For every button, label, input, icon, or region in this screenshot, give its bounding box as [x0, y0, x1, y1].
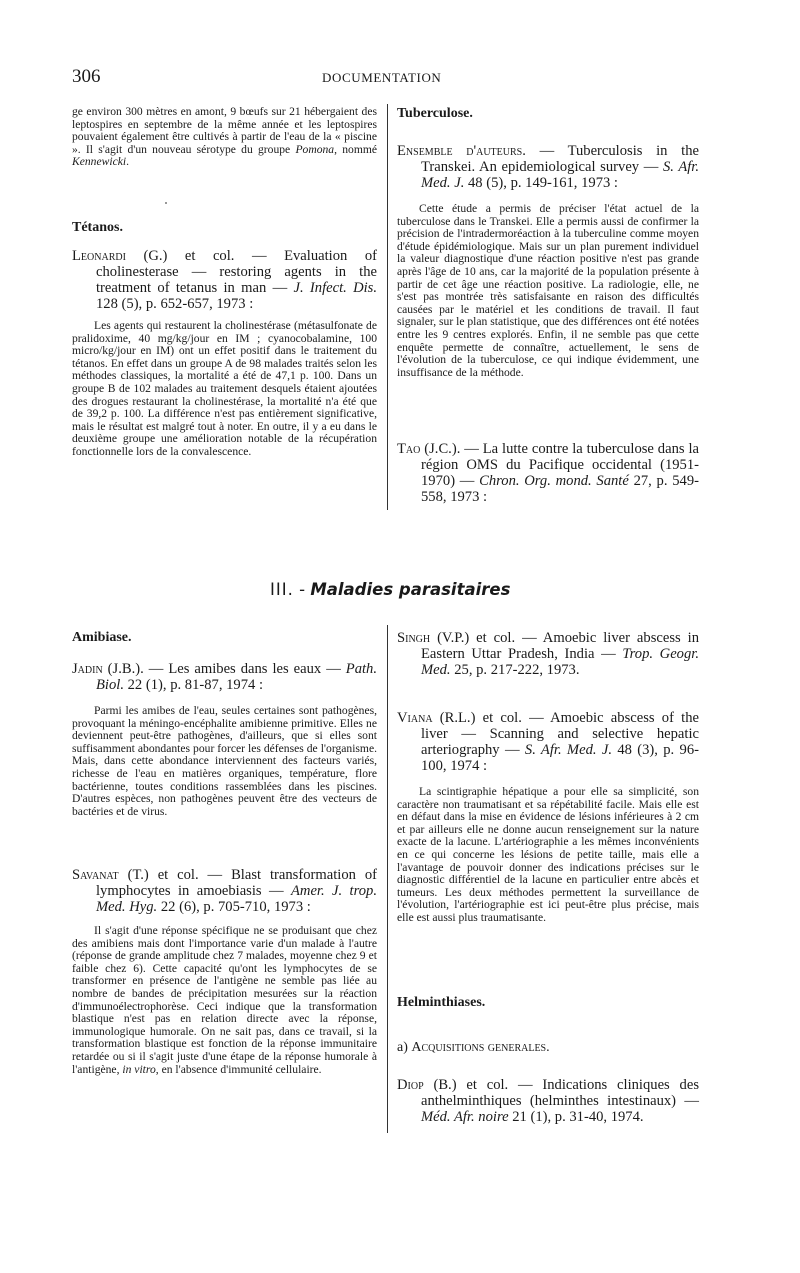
author-viana: Viana: [397, 710, 433, 726]
jadin-entry: [72, 661, 377, 818]
journal-viana: S. Afr. Med. J.: [524, 742, 612, 758]
diop-entry: [397, 1077, 699, 1125]
separator-dot: [165, 202, 167, 204]
tao-citation: Tao (J.C.). — La lutte contre la tuberculose dans la région OMS du Pacifique occidental (1951-1970) — Chron. Org. mond. Santé 27, p. 549-558, 1973 :: [397, 441, 699, 505]
jadin-citation: Jadin (J.B.). — Les amibes dans les eaux — Path. Biol. 22 (1), p. 81-87, 1974 :: [72, 661, 377, 693]
journal-diop: Méd. Afr. noire: [421, 1109, 509, 1125]
savanat-abstract: Il s'agit d'une réponse spécifique ne se produisant que chez des amibiens mais dont l'importance varie d'un malade à l'autre (réponse de grande amplitude chez 7 malades, moyenne chez 9 et faible chez 6). Cette capacité qu'ont les lymphocytes de se transformer en présence de l'antigène ne semble pas liée au nombre de bandes de précipitation mesurées sur la réaction d'immunoélectrophorèse. Ceci indique que la transformation blastique n'est pas en relation directe avec la réponse, immunologique humorale. On ne sait pas, dans ce travail, si la transformation blastique est fonction de la réponse immunitaire retardée ou si il s'agit juste d'une étape de la réponse humorale à l'antigène, in vitro, en l'absence d'immunité cellulaire.: [72, 924, 377, 1076]
author-leonardi: Leonardi: [72, 248, 126, 264]
journal-jadin: Path. Biol.: [96, 661, 377, 693]
journal-savanat: Amer. J. trop. Med. Hyg.: [96, 883, 377, 915]
heading-helminthiases: Helminthiases.: [397, 995, 486, 1010]
author-savanat: Savanat: [72, 867, 119, 883]
author-tao: Tao: [397, 441, 421, 457]
viana-entry: [397, 710, 699, 925]
ensemble-abstract: Cette étude a permis de préciser l'état actuel de la tuberculose dans le Transkei. Elle a permis aussi de confirmer la précision de l'intradermoréaction à la tuberculine comme moyen d'étude épidémiologique. Mais sur un plan purement individuel la valeur diagnostique d'une réaction positive n'est pas grande après l'âge de 10 ans, car la majorité de la population présente à partir de cet âge une réaction positive. La radiologie, elle, ne s'est pas montrée très satisfaisante en raison des difficultés causées par le matériel et les conditions de travail. Il faut signaler, sur le plan statistique, que des différences ont été notées entre les 9 centres explorés. Enfin, il ne semble pas que cette enquête permette de connaître, actuellement, le sens de l'évolution de la tuberculose, ce qui indique évidemment, une insuffisance de la méthode.: [397, 202, 699, 379]
singh-citation: Singh (V.P.) et col. — Amoebic liver abscess in Eastern Uttar Pradesh, India — Trop. Geogr. Med. 25, p. 217-222, 1973.: [397, 630, 699, 678]
leonardi-citation: Leonardi (G.) et col. — Evaluation of cholinesterase — restoring agents in the treatment of tetanus in man — J. Infect. Dis. 128 (5), p. 652-657, 1973 :: [72, 248, 378, 312]
subheading-acquisitions: a) Acquisitions generales.: [397, 1040, 550, 1055]
journal-tao: Chron. Org. mond. Santé: [479, 473, 629, 489]
author-ensemble: Ensemble d'auteurs: [397, 143, 523, 159]
column-divider-top: [387, 104, 388, 510]
leonardi-entry: [72, 248, 377, 459]
ensemble-entry: [397, 143, 699, 379]
tao-entry: [397, 441, 699, 505]
leonardi-abstract: Les agents qui restaurent la cholinestérase (métasulfonate de pralidoxime, 40 mg/kg/jour en IM ; cyanocobalamine, 100 micro/kg/jour en IM) ont un effet positif dans le traitement du tétanos. En effet dans un groupe A de 98 malades traités selon les méthodes classiques, la mortalité a été de 47,1 p. 100. Dans un groupe B de 102 malades au traitement desquels étaient ajoutées des drogues restaurant la cholinestérase, la mortalité n'a été que de 39,2 p. 100. La différence n'est pas entièrement significative, mais le résultat est malgré tout à noter. En outre, il y a eu dans le deuxième groupe une amélioration notable de la récupération fonctionnelle lors de la convalescence.: [72, 319, 377, 458]
heading-amibiase: Amibiase.: [72, 630, 132, 645]
singh-entry: [397, 630, 699, 678]
heading-tetanos: Tétanos.: [72, 220, 123, 235]
journal-singh: Trop. Geogr. Med.: [421, 646, 699, 678]
author-jadin: Jadin: [72, 661, 103, 677]
section-number: III.: [270, 580, 294, 599]
column-divider-bottom: [387, 625, 388, 1133]
author-singh: Singh: [397, 630, 431, 646]
running-head: DOCUMENTATION: [322, 70, 442, 85]
savanat-citation: Savanat (T.) et col. — Blast transformation of lymphocytes in amoebiasis — Amer. J. trop. Med. Hyg. 22 (6), p. 705-710, 1973 :: [72, 867, 377, 915]
viana-citation: Viana (R.L.) et col. — Amoebic abscess of the liver — Scanning and selective hepatic arteriography — S. Afr. Med. J. 48 (3), p. 96-100, 1974 :: [397, 710, 699, 774]
section-separator: -: [299, 580, 306, 599]
top-left-column: [72, 106, 377, 169]
section-label: Maladies parasitaires: [310, 580, 511, 599]
jadin-abstract: Parmi les amibes de l'eau, seules certaines sont pathogènes, provoquant la méningo-encéphalite amibienne primitive. Elles ne deviennent peut-être pathogènes, d'ailleurs, que si elles sont suffisamment abondantes pour forcer les défenses de l'organisme. Mais, dans cette abondance interviennent des facteurs variés, richesse de l'eau en matières organiques, température, flore bactérienne, toutes conditions rassemblées dans les piscines. D'autres espèces, non pathogènes peuvent être des vecteurs de bactéries et de virus.: [72, 704, 377, 818]
page-number: 306: [72, 66, 101, 87]
journal-leonardi: J. Infect. Dis.: [293, 280, 378, 296]
journal-ensemble: S. Afr. Med. J.: [421, 159, 699, 191]
savanat-entry: [72, 867, 377, 1076]
section-title: [270, 580, 510, 599]
author-diop: Diop: [397, 1077, 424, 1093]
viana-abstract: La scintigraphie hépatique a pour elle sa simplicité, son caractère non traumatisant et sa répétabilité facile. Mais elle est en défaut dans la mise en évidence de lésions inférieures à 2 cm et par ailleurs elle ne donne aucun renseignement sur la nature exacte de la lacune. L'artériographie a les mêmes inconvénients en ce qui concerne les lésions de petite taille, mais elle a l'avantage de pouvoir donner des indications précises sur le diagnostic différentiel de la lacune en particulier entre abcès et tumeurs. Les deux méthodes permettent la surveillance de l'évolution, l'artériographie est ici peut-être plus précise, mais elle est aussi plus traumatisante.: [397, 785, 699, 924]
diop-citation: Diop (B.) et col. — Indications cliniques des anthelminthiques (helminthes intestinaux) — Méd. Afr. noire 21 (1), p. 31-40, 1974.: [397, 1077, 699, 1125]
ensemble-citation: Ensemble d'auteurs. — Tuberculosis in the Transkei. An epidemiological survey — S. Afr. Med. J. 48 (5), p. 149-161, 1973 :: [397, 143, 699, 191]
heading-tuberculose: Tuberculose.: [397, 106, 473, 121]
intro-paragraph: ge environ 300 mètres en amont, 9 bœufs sur 21 hébergaient des leptospires en septembre de la même année et les leptospires pouvaient également être cultivés à partir de l'eau de la « piscine ». Il s'agit d'un nouveau sérotype du groupe Pomona, nommé Kennewicki.: [72, 105, 377, 169]
